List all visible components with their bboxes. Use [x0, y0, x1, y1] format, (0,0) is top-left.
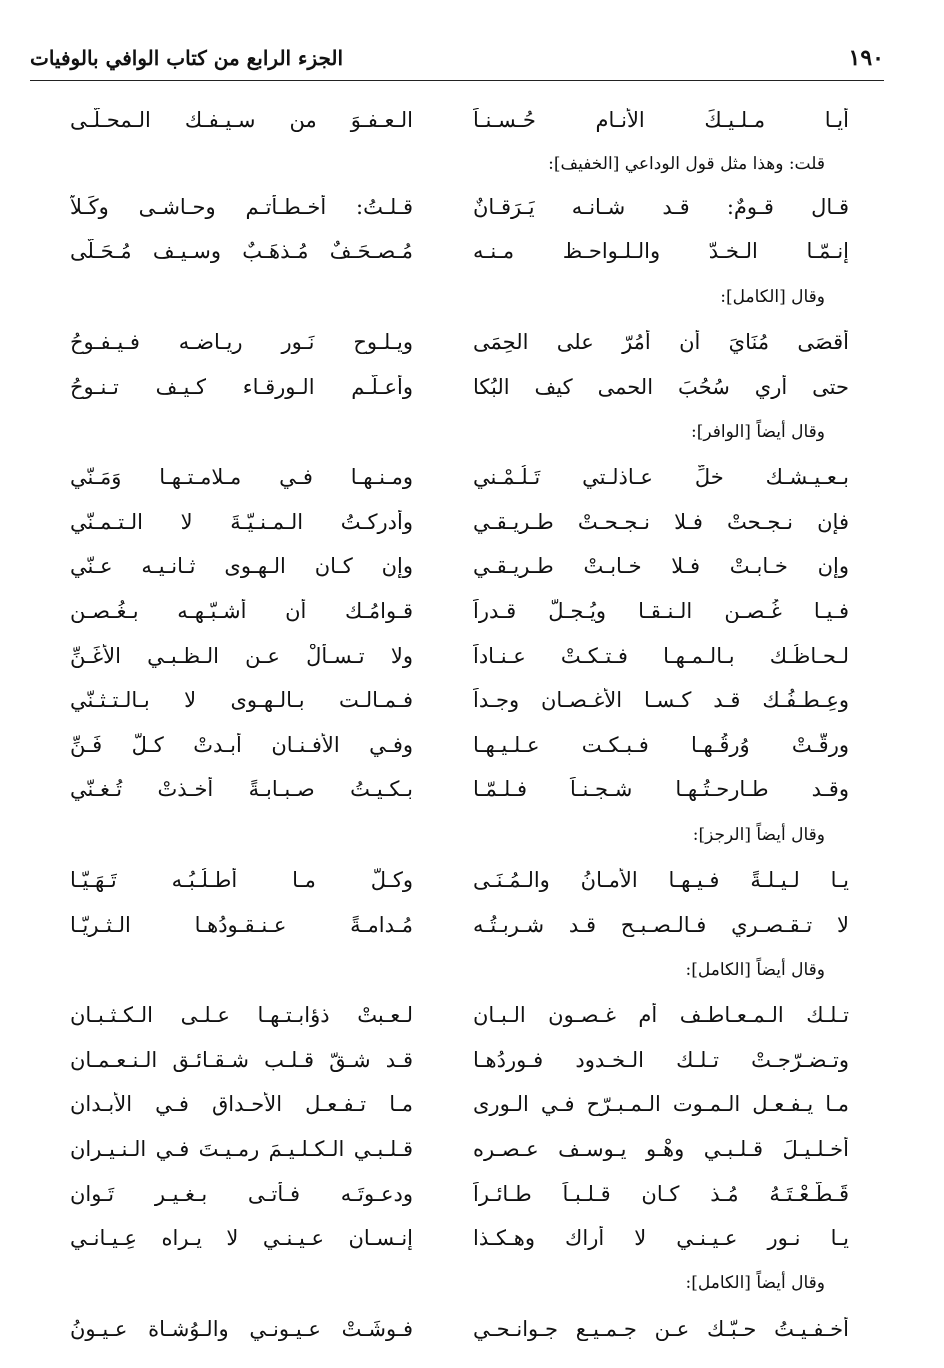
poem-intro-line: [70, 947, 849, 993]
poem-intro-line: [70, 274, 849, 320]
verse-first-hemistich: فإن نـجـحتْ فـلا نـجـحـتْ طـريـقـي: [473, 509, 849, 534]
verse-line: [70, 1127, 849, 1172]
verse-line: [70, 1082, 849, 1127]
verse-first-hemistich: ورقّـتْ وُرقُـهـا فـبـكـت عـلـيـهـا: [473, 732, 849, 757]
verse-first-hemistich: تـلـك الـمـعـاطـف أم غـصـون الـبـانِ: [473, 1003, 849, 1028]
intro-text: وقال أيضاً [الكامل]:: [685, 1273, 825, 1294]
verse-second-hemistich: وإن كـان الـهـوى ثـانـيـه عـنّي: [70, 554, 413, 579]
verse-second-hemistich: ومـنـهـا فـي مـلامـتـهـا وَمَـنّي: [70, 465, 413, 490]
verse-first-hemistich: وتـضـرّجـتْ تـلـك الـخـدود فـوردُهـا: [473, 1047, 849, 1072]
verse-second-hemistich: وأدركـتُ الـمـنـيّـةَ لا الـتـمـنّي: [70, 509, 413, 534]
verse-second-hemistich: قـلـتُ: أخـطـأتـم وحـاشـى وكَـلاّ: [70, 194, 413, 219]
verse-line: [70, 1216, 849, 1261]
verse-second-hemistich: الـعـفـوَ من سـيـفـك الـمحـلّـى: [70, 108, 413, 133]
verse-line: [70, 1171, 849, 1216]
verse-first-hemistich: وعِـطـفُـك قـد كـسـا الأغـصـان وجـداً: [473, 688, 849, 713]
verse-line: [70, 589, 849, 634]
verse-line: [70, 500, 849, 545]
page-number: ١٩٠: [848, 45, 884, 71]
poem-intro-line: [70, 143, 849, 185]
verse-first-hemistich: وإن خـابـتْ فـلا خـابـتْ طـريـقـي: [473, 554, 849, 579]
verse-first-hemistich: أخـلـيـلَ قـلـبـي وهْـو يـوسـف عـصـره: [473, 1136, 849, 1161]
verse-first-hemistich: أيـا مـلـيـكَ الأنـام حُـسـنـاً: [473, 108, 849, 133]
verse-line: [70, 229, 849, 274]
verse-second-hemistich: مـا تـفـعـل الأحـداق فـي الأبـدانِ: [70, 1092, 413, 1117]
verse-first-hemistich: لا تـقـصـري فـالـصـبـح قـد شـربـتُـه: [473, 912, 849, 937]
verse-first-hemistich: قَـطَّـعْـتَـهُ مُـذ كـان قـلـبـاً طـائـراً: [473, 1181, 849, 1206]
intro-text: وقال أيضاً [الوافر]:: [691, 421, 825, 442]
verse-first-hemistich: يـا لـيـلـةً فـيـهـا الأمـانُ والـمُـنَـى: [473, 868, 849, 893]
verse-line: [70, 678, 849, 723]
verse-line: [70, 1038, 849, 1083]
intro-text: قلت: وهذا مثل قول الوداعي [الخفيف]:: [548, 153, 825, 174]
verse-first-hemistich: أخـفـيـتُ حـبّـك عـن جـمـيـع جـوانـحـي: [473, 1316, 849, 1341]
verse-second-hemistich: قـوامُـك أن أُشـبّـهـه بـغُـصـنِ: [70, 599, 413, 624]
verse-first-hemistich: حتى أرِي سُحُبَ الحمى كيف البُكا: [473, 374, 849, 399]
verse-second-hemistich: بـكـيـتُ صـبـابـةً أخـذتْ تُـغـنّي: [70, 777, 413, 802]
verse-second-hemistich: وفـي الأفـنـان أبـدتْ كـلَّ فَـنِّ: [70, 732, 413, 757]
verse-second-hemistich: وأُعـلّـم الـورقـاء كـيـف تـنـوحُ: [70, 374, 413, 399]
verse-second-hemistich: مُـدامـةً عـنـقـودُهـا الـثـريّـا: [70, 912, 413, 937]
verse-line: [70, 98, 849, 143]
poem-body: [70, 98, 849, 1351]
verse-second-hemistich: ودعـوتَـه فـأتـى بـغـيـر تَـوانِ: [70, 1181, 413, 1206]
poem-intro-line: [70, 812, 849, 858]
verse-line: [70, 723, 849, 768]
verse-line: [70, 767, 849, 812]
intro-text: وقال أيضاً [الرجز]:: [692, 824, 825, 845]
verse-first-hemistich: وقـد طـارحـتُـهـا شـجـنـاً فـلـمّـا: [473, 777, 849, 802]
verse-line: [70, 544, 849, 589]
verse-first-hemistich: بـعـيـشـك خلِّ عـاذلـتي تَـلُـمْـني: [473, 465, 849, 490]
verse-line: [70, 185, 849, 230]
verse-second-hemistich: إنـسـان عـيـنـي لا يـراه عِـيـانـي: [70, 1226, 413, 1251]
verse-first-hemistich: إنـمّـا الـخـدّ والـلـواحـظ مـنـه: [473, 239, 849, 264]
verse-second-hemistich: ويـلـوح نَـور ريـاضـه فـيـفـوحُ: [70, 330, 413, 355]
verse-second-hemistich: مُـصـحَـفٌ مُـذهَـبٌ وسـيـف مُـحَـلّى: [70, 239, 413, 264]
verse-second-hemistich: قـلـبـي الـكـلـيـمَ رمـيـتَ فـي الـنـيـرانِ: [70, 1136, 413, 1161]
running-title: الجزء الرابع من كتاب الوافي بالوفيات: [30, 46, 344, 70]
header-divider: [30, 80, 884, 81]
poem-intro-line: [70, 1260, 849, 1306]
verse-first-hemistich: مـا يـفـعـل الـمـوت الـمـبـرّح فـي الـورى: [473, 1092, 849, 1117]
verse-first-hemistich: لـحـاظُـك بـالـمـهـا فـتـكـتْ عـنـاداً: [473, 643, 849, 668]
verse-line: [70, 1306, 849, 1351]
verse-line: [70, 633, 849, 678]
verse-line: [70, 902, 849, 947]
verse-first-hemistich: أقصَى مُنَايَ أن أمُرّ على الحِمَى: [473, 330, 849, 355]
intro-text: وقال أيضاً [الكامل]:: [685, 959, 825, 980]
verse-first-hemistich: فـيـا غُـصـن الـنـقـا ويُـجـلّ قـدراً: [473, 599, 849, 624]
verse-line: [70, 320, 849, 365]
verse-first-hemistich: قـال قـومٌ: قـد شـانـه يَـرَقـانٌ: [473, 194, 849, 219]
verse-second-hemistich: وكـلّ مـا أطـلُـبُـه تَـهَـيّـا: [70, 868, 413, 893]
verse-second-hemistich: لـعـبتْ ذؤابـتـهـا عـلـى الـكـثـبـانِ: [70, 1003, 413, 1028]
verse-line: [70, 993, 849, 1038]
verse-line: [70, 858, 849, 903]
verse-second-hemistich: ولا تـسـألْ عـن الـظـبـي الأغَـنِّ: [70, 643, 413, 668]
verse-second-hemistich: فـوشَـتْ عـيـونـي والـوُشـاة عـيـونُ: [70, 1316, 413, 1341]
verse-second-hemistich: فـمـالـت بـالـهـوى لا بـالـتـثـنّي: [70, 688, 413, 713]
page-header: [30, 36, 884, 80]
poem-intro-line: [70, 409, 849, 455]
intro-text: وقال [الكامل]:: [720, 286, 825, 307]
verse-first-hemistich: يـا نـور عـيـنـي لا أراك وهـكـذا: [473, 1226, 849, 1251]
verse-line: [70, 455, 849, 500]
verse-second-hemistich: قـد شـقّ قـلـب شـقـائـق الـنـعـمـانِ: [70, 1047, 413, 1072]
verse-line: [70, 364, 849, 409]
